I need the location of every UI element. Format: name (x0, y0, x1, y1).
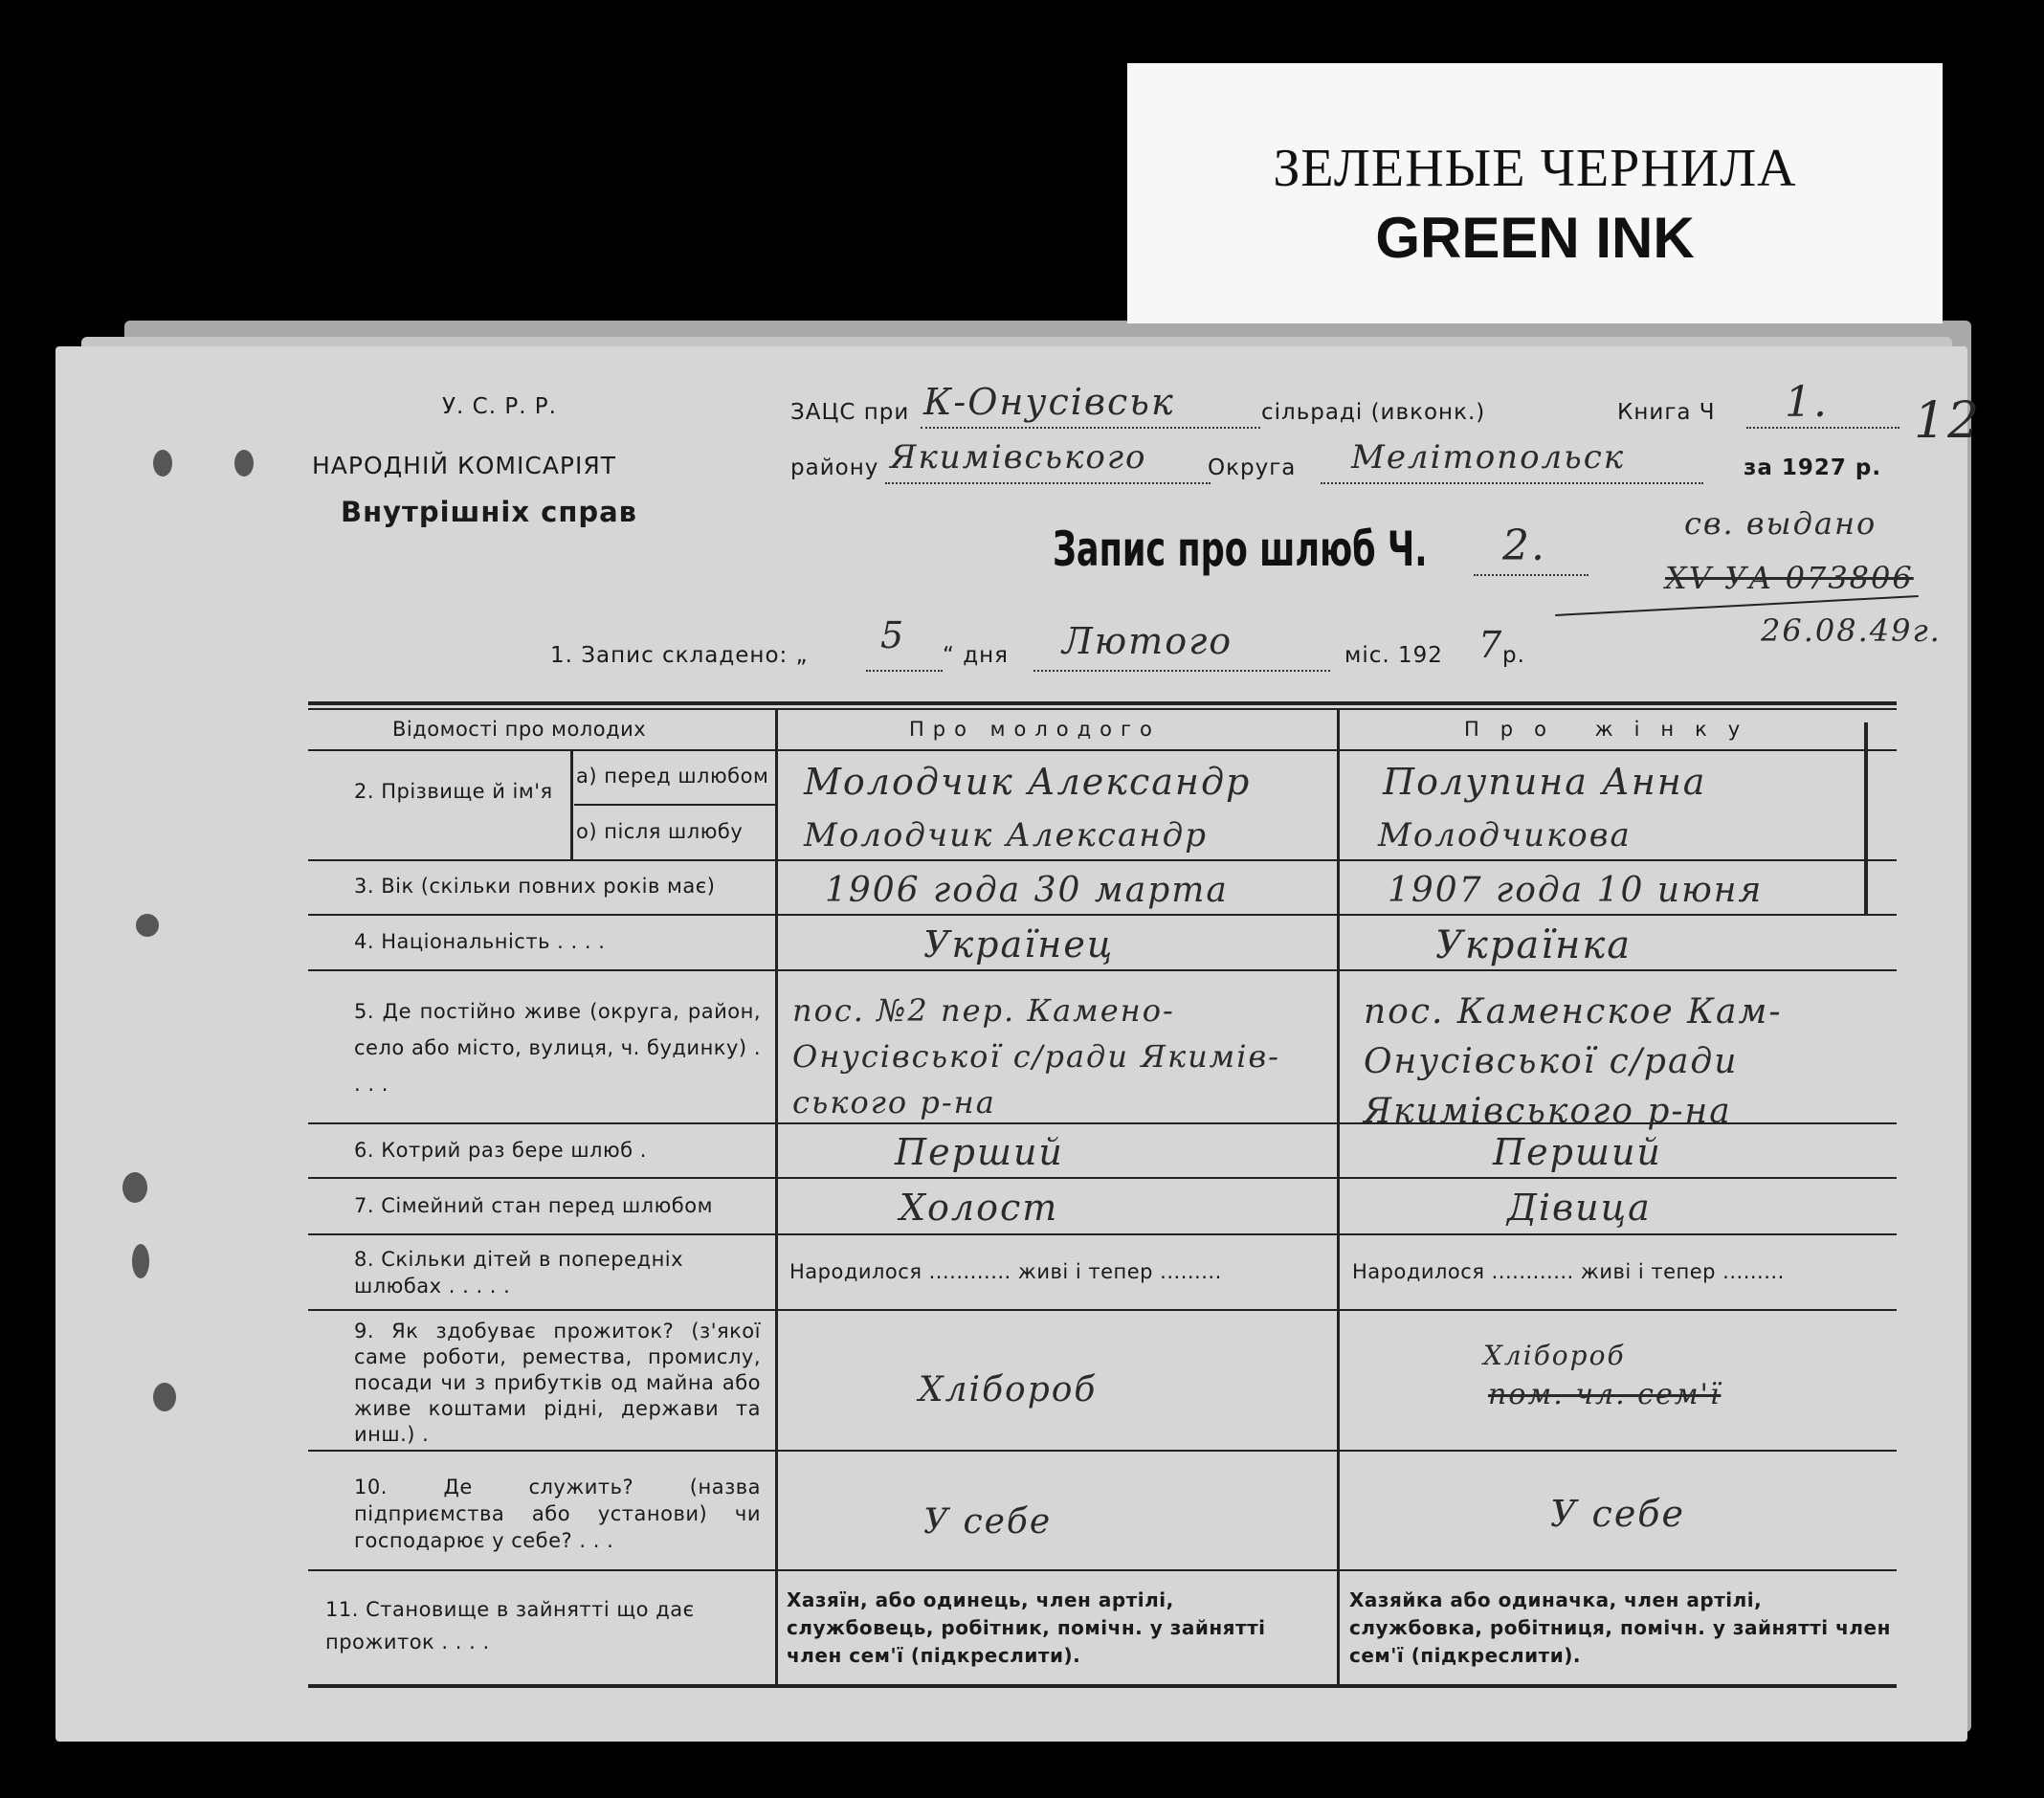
col-header-info: Відомості про молодих (392, 718, 647, 741)
book-field-line (1746, 427, 1900, 429)
row-label-name: 2. Прізвище й ім'я (354, 780, 553, 803)
groom-nationality: Українец (923, 923, 1115, 966)
groom-residence: пос. №2 пер. Камено-Онусівської с/ради Якимів-ського р-на (792, 992, 1280, 1121)
year-label: за 1927 р. (1744, 455, 1882, 480)
punch-hole (153, 1383, 176, 1411)
bride-name-after: Молодчикова (1378, 816, 1632, 855)
okruga-label: Округа (1208, 455, 1297, 480)
row-sub-after: о) після шлюбу (576, 820, 744, 843)
org-commissariat: НАРОДНІЙ КОМІСАРІЯТ (312, 452, 617, 479)
bride-name-before: Полупина Анна (1383, 761, 1707, 803)
punch-hole (122, 1172, 147, 1203)
bride-residence: пос. Каменское Кам-Онусівської с/ради Якимівського р-на (1364, 992, 1783, 1131)
row-label-marriage-count: 6. Котрий раз бере шлюб . (354, 1139, 647, 1162)
entry-date-mis: міс. 192 (1344, 643, 1443, 668)
groom-position: Хазяїн, або одинець, член артілі, службовець, робітник, помічн. у зайнятті член сем'ї (підкреслити). (787, 1588, 1266, 1667)
margin-bracket (1864, 722, 1868, 914)
zags-prefix: ЗАЦС при (790, 400, 910, 425)
bride-children: Народилося ............ живі і тепер ......... (1352, 1260, 1785, 1283)
entry-day: 5 (880, 614, 906, 656)
punch-hole (234, 450, 254, 477)
row-label-position: 11. Становище в зайнятті що дає прожиток . . . . (325, 1598, 695, 1654)
ink-label-en: GREEN INK (1375, 206, 1695, 270)
punch-hole (132, 1244, 149, 1278)
row-label-children: 8. Скільки дітей в попередніх шлюбах . . . . . (354, 1248, 684, 1298)
row-label-nationality: 4. Національність . . . . (354, 930, 606, 953)
margin-mark: 12 (1914, 392, 1982, 450)
raion-value: Якимівського (890, 438, 1147, 477)
bride-livelihood: Хлібороб (1483, 1340, 1626, 1371)
bride-workplace: У себе (1550, 1493, 1685, 1535)
issued-note: св. выдано (1684, 505, 1877, 542)
issue-date: 26.08.49г. (1761, 612, 1942, 649)
punch-hole (136, 914, 159, 937)
bride-marital-status: Дівица (1507, 1187, 1652, 1229)
entry-month: Лютого (1062, 620, 1233, 662)
row-label-workplace: 10. Де служить? (назва підприємства або установи) чи господарює у себе? . . . (354, 1476, 761, 1552)
groom-name-before: Молодчик Александр (804, 761, 1252, 803)
certificate-number: XV УА 073806 (1665, 560, 1914, 596)
book-value: 1. (1785, 378, 1829, 427)
raion-field-line (885, 482, 1211, 484)
bride-livelihood-struck: пом. чл. сем'ї (1488, 1378, 1722, 1411)
raion-label: району (790, 455, 879, 480)
record-number: 2. (1502, 522, 1546, 570)
col-header-bride: Про жінку (1464, 718, 1762, 741)
groom-children: Народилося ............ живі і тепер ......... (789, 1260, 1222, 1283)
entry-date-suffix: р. (1502, 643, 1525, 668)
org-internal-affairs: Внутрішніх справ (341, 496, 638, 528)
zags-value: К-Онусівськ (923, 381, 1175, 423)
groom-name-after: Молодчик Александр (804, 816, 1208, 855)
row-label-marital-status: 7. Сімейний стан перед шлюбом (354, 1194, 713, 1217)
bride-age: 1907 года 10 июня (1388, 871, 1764, 910)
record-title: Запис про шлюб Ч. (1053, 522, 1428, 577)
bride-position: Хазяйка або одиначка, член артілі, службовка, робітниця, помічн. у зайнятті член сем'ї (підкреслити). (1349, 1588, 1891, 1667)
groom-marriage-count: Перший (895, 1131, 1064, 1173)
row-sub-before: а) перед шлюбом (576, 765, 769, 788)
col-header-groom: Про молодого (909, 718, 1161, 741)
book-label: Книга Ч (1617, 400, 1716, 425)
row-label-residence: 5. Де постійно живе (округа, район, село або місто, вулиця, ч. будинку) . . . . (354, 1000, 761, 1096)
entry-year-digit: 7 (1478, 624, 1504, 666)
okruga-value: Мелітопольск (1351, 438, 1626, 477)
zags-suffix: сільраді (ивконк.) (1261, 400, 1486, 425)
org-ussr: У. С. Р. Р. (442, 394, 557, 419)
entry-date-prefix: 1. Запис складено: „ (550, 643, 809, 668)
punch-hole (153, 450, 172, 477)
bride-marriage-count: Перший (1493, 1131, 1662, 1173)
groom-age: 1906 года 30 марта (825, 871, 1229, 910)
zags-field-line (921, 427, 1260, 429)
groom-livelihood: Хлібороб (919, 1370, 1098, 1410)
groom-workplace: У себе (923, 1502, 1053, 1542)
ink-label-ru: ЗЕЛЕНЫЕ ЧЕРНИЛА (1273, 139, 1797, 198)
groom-marital-status: Холост (900, 1187, 1059, 1229)
row-label-age: 3. Вік (скільки повних років має) (354, 875, 716, 898)
entry-month-line (1033, 670, 1330, 672)
ink-label-card (1127, 63, 1943, 323)
row-label-livelihood: 9. Як здобуває прожиток? (з'якої саме роботи, ремества, промислу, посади чи з прибутків од майна або живе коштами рідні, держави та инш.) . (354, 1320, 761, 1446)
record-number-line (1474, 574, 1589, 576)
bride-nationality: Українка (1435, 923, 1633, 967)
entry-day-line (866, 670, 943, 672)
okruga-field-line (1321, 482, 1703, 484)
entry-date-mid: “ дня (943, 643, 1010, 668)
